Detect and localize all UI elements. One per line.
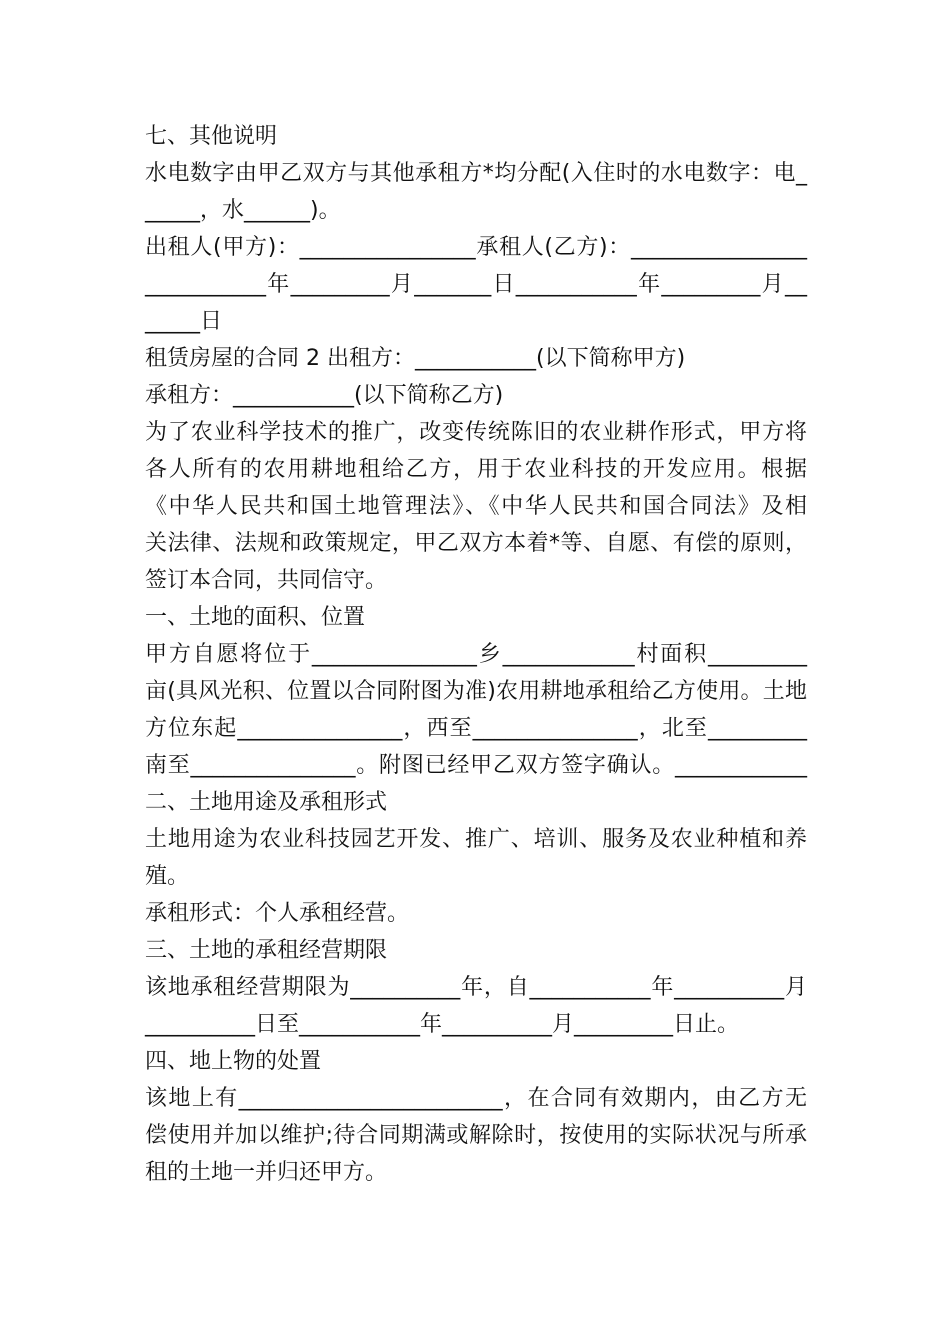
contract-lessor-line: 租赁房屋的合同 2 出租方：___________(以下简称甲方) (145, 346, 686, 371)
lease-term-line: __________日至___________年__________月_________日止。 (145, 1012, 740, 1037)
ground-objects-line: 租的土地一并归还甲方。 (145, 1160, 388, 1185)
land-area-line: 方位东起_______________，西至_______________，北至_________ (145, 716, 807, 741)
signature-date-line: ___________年_________月_______日___________年_________月__ (145, 272, 807, 297)
ground-objects-line: 该地上有________________________，在合同有效期内，由乙方无 (145, 1086, 807, 1111)
land-use-line: 土地用途为农业科技园艺开发、推广、培训、服务及农业种植和养 (145, 827, 807, 852)
preamble-line: 关法律、法规和政策规定，甲乙双方本着*等、自愿、有偿的原则， (145, 531, 807, 556)
other-notes-line: 水电数字由甲乙双方与其他承租方*均分配(入住时的水电数字：电_ (145, 161, 807, 186)
section-heading-lease-term: 三、土地的承租经营期限 (145, 938, 388, 963)
preamble-line: 签订本合同，共同信守。 (145, 568, 388, 593)
preamble-line: 各人所有的农用耕地租给乙方，用于农业科技的开发应用。根据 (145, 457, 807, 482)
land-area-line: 甲方自愿将位于_______________乡____________村面积_________ (145, 642, 807, 667)
land-use-line: 殖。 (145, 864, 190, 889)
preamble-line: 《中华人民共和国土地管理法》、《中华人民共和国合同法》及相 (145, 494, 807, 519)
land-area-line: 亩(具风光积、位置以合同附图为准)农用耕地承租给乙方使用。土地 (145, 679, 807, 704)
section-heading-land-area: 一、土地的面积、位置 (145, 605, 366, 630)
signature-date-line: _____日 (145, 309, 223, 334)
signature-parties-line: 出租人(甲方)：________________承租人(乙方)：________________ (145, 235, 807, 260)
land-area-line: 南至_______________。附图已经甲乙双方签字确认。____________ (145, 753, 807, 778)
lease-form-line: 承租形式：个人承租经营。 (145, 901, 410, 926)
document-body (145, 118, 807, 1191)
lease-term-line: 该地承租经营期限为__________年，自___________年__________月 (145, 975, 807, 1000)
section-heading-other-notes: 七、其他说明 (145, 124, 278, 149)
other-notes-line: _____，水______)。 (145, 198, 341, 223)
section-heading-ground-objects: 四、地上物的处置 (145, 1049, 322, 1074)
contract-lessee-line: 承租方：___________(以下简称乙方) (145, 383, 504, 408)
preamble-line: 为了农业科学技术的推广，改变传统陈旧的农业耕作形式，甲方将 (145, 420, 807, 445)
ground-objects-line: 偿使用并加以维护;待合同期满或解除时，按使用的实际状况与所承 (145, 1123, 807, 1148)
section-heading-land-use: 二、土地用途及承租形式 (145, 790, 388, 815)
